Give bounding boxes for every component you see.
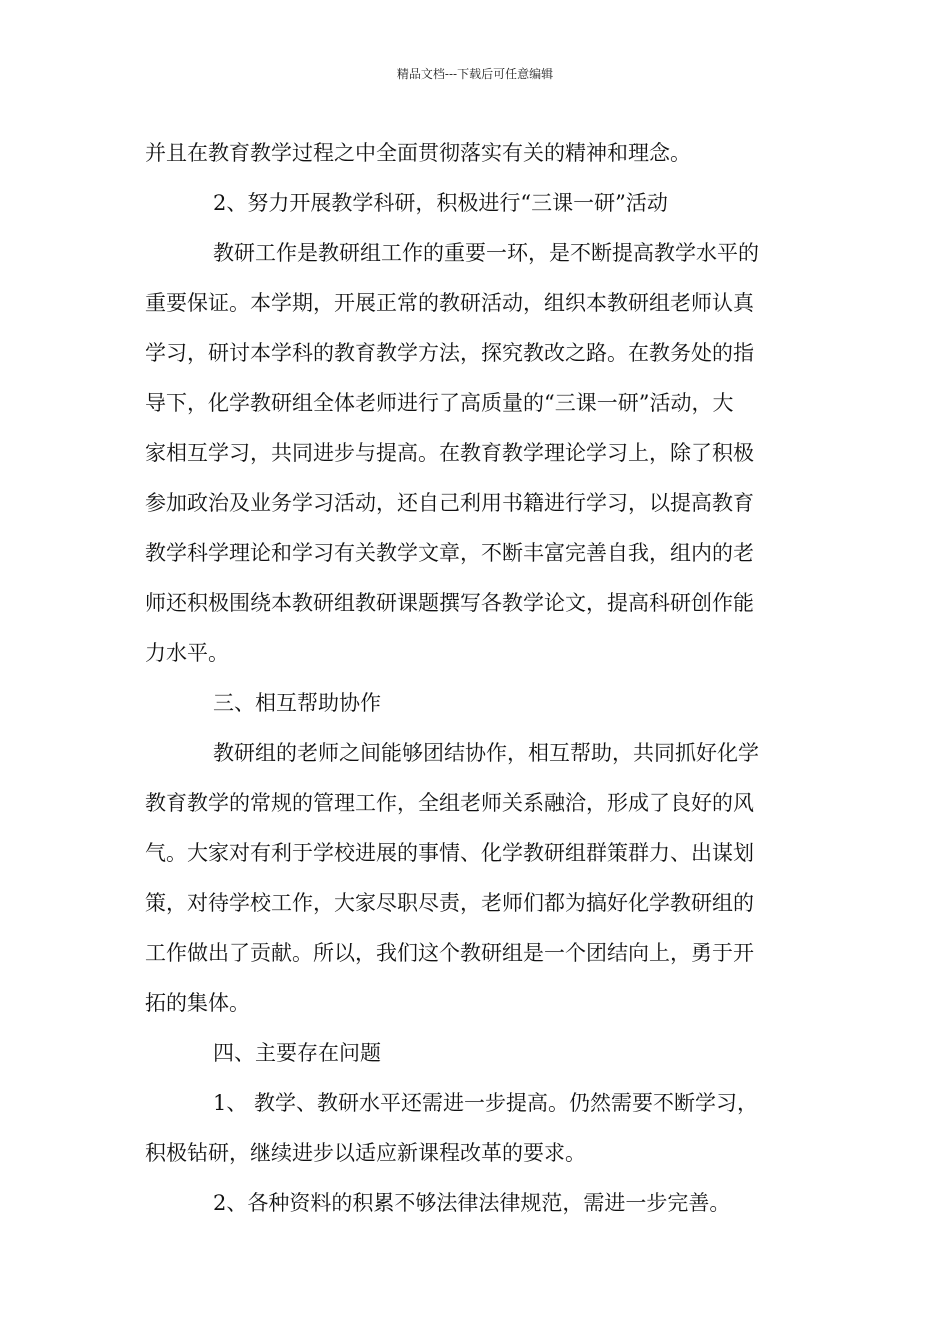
paragraph-research-body bbox=[145, 228, 805, 678]
text-line: 教育教学的常规的管理工作，全组老师关系融洽，形成了良好的风 bbox=[145, 791, 754, 815]
text-line: 四、主要存在问题 bbox=[213, 1041, 381, 1065]
text-line: 教研工作是教研组工作的重要一环，是不断提高教学水平的 bbox=[213, 241, 759, 265]
section-heading-3 bbox=[145, 678, 805, 728]
paragraph-heading-research bbox=[145, 178, 805, 228]
paragraph-1 bbox=[145, 128, 805, 178]
text-line: 2、努力开展教学科研，积极进行“三课一研”活动 bbox=[213, 191, 668, 215]
page-header: 精品文档---下载后可任意编辑 bbox=[396, 67, 554, 81]
text-line: 三、相互帮助协作 bbox=[213, 691, 381, 715]
text-line: 积极钻研，继续进步以适应新课程改革的要求。 bbox=[145, 1141, 586, 1165]
text-line: 教研组的老师之间能够团结协作，相互帮助，共同抓好化学 bbox=[213, 741, 759, 765]
text-line: 工作做出了贡献。所以，我们这个教研组是一个团结向上，勇于开 bbox=[145, 941, 754, 965]
document-body bbox=[145, 128, 805, 1228]
text-line: 拓的集体。 bbox=[145, 991, 250, 1015]
text-line: 参加政治及业务学习活动，还自己利用书籍进行学习，以提高教育 bbox=[145, 491, 754, 515]
text-line: 师还积极围绕本教研组教研课题撰写各教学论文，提高科研创作能 bbox=[145, 591, 754, 615]
text-line: 并且在教育教学过程之中全面贯彻落实有关的精神和理念。 bbox=[145, 141, 691, 165]
text-line: 气。大家对有利于学校进展的事情、化学教研组群策群力、出谋划 bbox=[145, 841, 754, 865]
text-line: 策，对待学校工作，大家尽职尽责，老师们都为搞好化学教研组的 bbox=[145, 891, 754, 915]
paragraph-issue-2 bbox=[145, 1178, 805, 1228]
text-line: 家相互学习，共同进步与提高。在教育教学理论学习上，除了积极 bbox=[145, 441, 754, 465]
text-line: 导下，化学教研组全体老师进行了高质量的“三课一研”活动，大 bbox=[145, 391, 734, 415]
text-line: 教学科学理论和学习有关教学文章，不断丰富完善自我，组内的老 bbox=[145, 541, 754, 565]
text-line: 力水平。 bbox=[145, 641, 229, 665]
text-line: 重要保证。本学期，开展正常的教研活动，组织本教研组老师认真 bbox=[145, 291, 754, 315]
paragraph-issue-1 bbox=[145, 1078, 805, 1178]
paragraph-cooperation-body bbox=[145, 728, 805, 1028]
text-line: 1、 教学、教研水平还需进一步提高。仍然需要不断学习， bbox=[213, 1091, 759, 1115]
text-line: 学习，研讨本学科的教育教学方法，探究教改之路。在教务处的指 bbox=[145, 341, 754, 365]
section-heading-4 bbox=[145, 1028, 805, 1078]
text-line: 2、各种资料的积累不够法律法律规范，需进一步完善。 bbox=[213, 1191, 731, 1215]
